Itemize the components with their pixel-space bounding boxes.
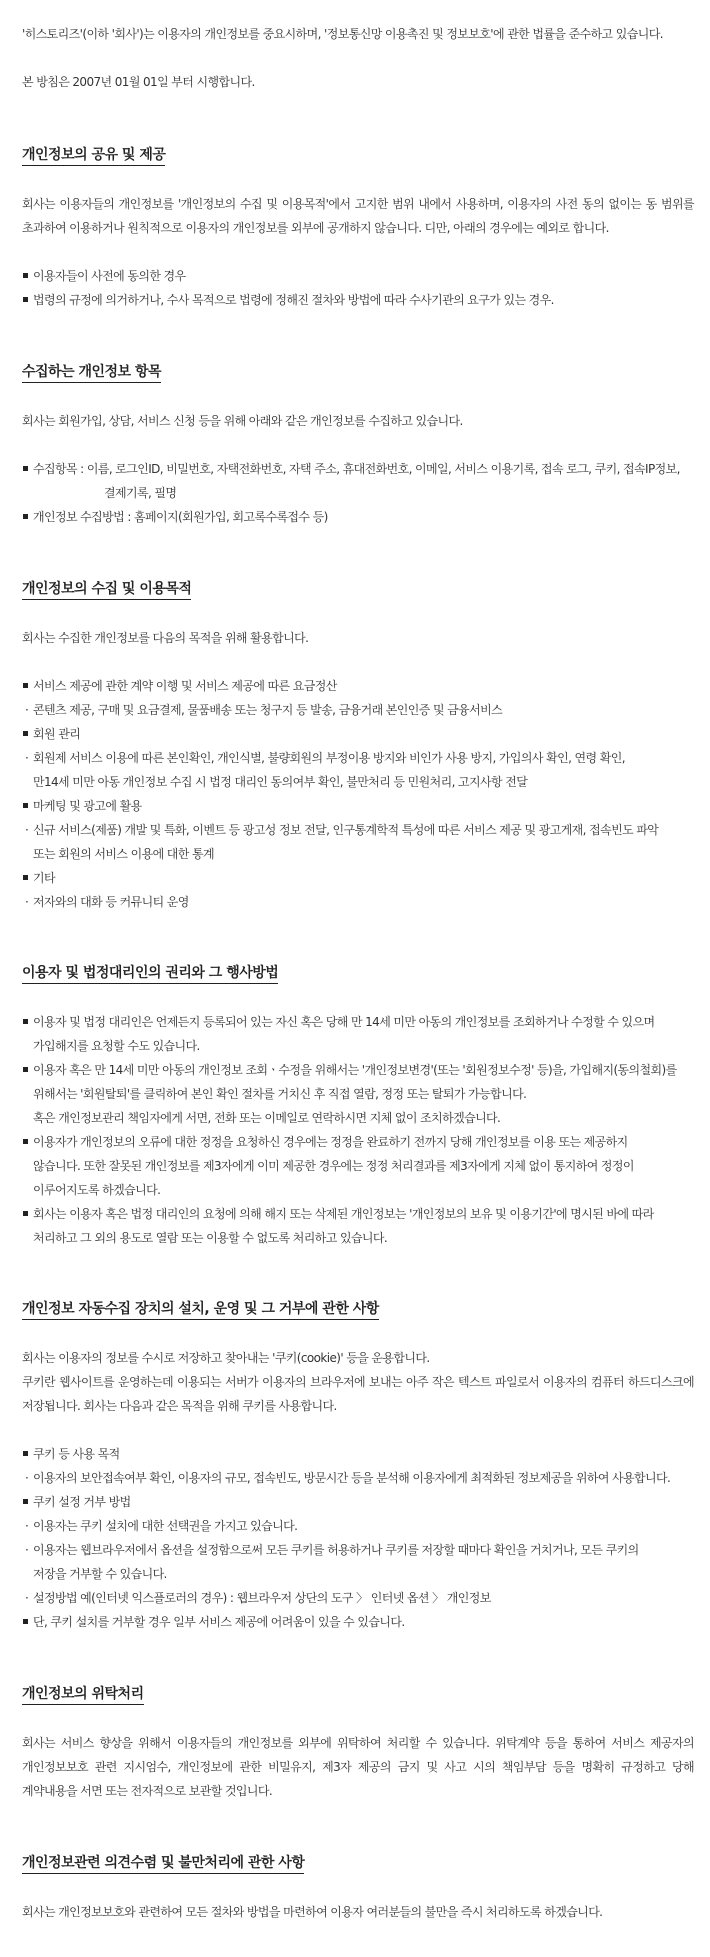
bullet-item: 법령의 규정에 의거하거나, 수사 목적으로 법령에 정해진 절차와 방법에 따라 수사기관의 요구가 있는 경우. — [22, 288, 694, 312]
section-title: 수집하는 개인정보 항목 — [22, 361, 694, 383]
sub-item: · 콘텐츠 제공, 구매 및 요금결제, 물품배송 또는 청구지 등 발송, 금융거래 본인인증 및 금융서비스 — [22, 698, 694, 722]
section-title: 개인정보의 위탁처리 — [22, 1683, 694, 1705]
bullet-item: 회원 관리 — [22, 722, 694, 746]
section-body: 회사는 이용자들의 개인정보를 '개인정보의 수집 및 이용목적'에서 고지한 범위 내에서 사용하며, 이용자의 사전 동의 없이는 동 범위를 초과하여 이용하거나 원칙적으로 이용자의 개인정보를 외부에 공개하지 않습니다. 디만, 아래의 경우에는 예외로 합니다. — [22, 197, 694, 235]
bullet-item: 이용자가 개인정보의 오류에 대한 정정을 요청하신 경우에는 정정을 완료하기 전까지 당해 개인정보를 이용 또는 제공하지 않습니다. 또한 잘못된 개인정보를 제3자에게 이미 제공한 경우에는 정정 처리결과를 제3자에게 지체 없이 통지하여 정정이 이루어지도록 하겠습니다. — [22, 1130, 694, 1202]
section-body: 회사는 회원가입, 상담, 서비스 신청 등을 위해 아래와 같은 개인정보를 수집하고 있습니다. — [22, 414, 463, 428]
section-body: 회사는 서비스 향상을 위해서 이용자들의 개인정보를 외부에 위탁하여 처리할 수 있습니다. 위탁계약 등을 통하여 서비스 제공자의 개인정보보호 관련 지시엄수, 개인정보에 관한 비밀유지, 제3자 제공의 금지 및 사고 시의 책임부담 등을 명확히 규정하고 당해 계약내용을 서면 또는 전자적으로 보관할 것입니다. — [22, 1736, 694, 1798]
section-title: 이용자 및 법정대리인의 권리와 그 행사방법 — [22, 962, 694, 984]
bullet-item: 회사는 이용자 혹은 법정 대리인의 요청에 의해 해지 또는 삭제된 개인정보는 '개인정보의 보유 및 이용기간'에 명시된 바에 따라 처리하고 그 외의 용도로 열람 또는 이용할 수 없도록 처리하고 있습니다. — [22, 1202, 694, 1250]
section-sharing — [22, 144, 694, 312]
bullet-item: 수집항목 : 이름, 로그인ID, 비밀번호, 자택전화번호, 자택 주소, 휴대전화번호, 이메일, 서비스 이용기록, 접속 로그, 쿠키, 접속IP정보, 결제기록, 필명 — [22, 457, 694, 505]
section-user-rights — [22, 962, 694, 1250]
bullet-item: 마케팅 및 광고에 활용 — [22, 794, 694, 818]
section-body: 회사는 개인정보보호와 관련하여 모든 절차와 방법을 마련하여 이용자 여러분들의 불만을 즉시 처리하도록 하겠습니다. — [22, 1905, 603, 1919]
section-complaints — [22, 1852, 694, 1924]
section-title: 개인정보관련 의견수렴 및 불만처리에 관한 사항 — [22, 1852, 694, 1874]
bullet-item: 쿠키 등 사용 목적 — [22, 1442, 694, 1466]
bullet-item: 이용자들이 사전에 동의한 경우 — [22, 264, 694, 288]
section-cookies — [22, 1298, 694, 1634]
section-collected-items — [22, 361, 694, 529]
section-purpose — [22, 578, 694, 914]
bullet-item: 개인정보 수집방법 : 홈페이지(회원가입, 회고록수록접수 등) — [22, 505, 694, 529]
bullet-item: 쿠키 설정 거부 방법 — [22, 1490, 694, 1514]
bullet-item: 서비스 제공에 관한 계약 이행 및 서비스 제공에 따른 요금정산 — [22, 674, 694, 698]
sub-item: · 회원제 서비스 이용에 따른 본인확인, 개인식별, 불량회원의 부정이용 방지와 비인가 사용 방지, 가입의사 확인, 연령 확인, 만14세 미만 아동 개인정보 수집 시 법정 대리인 동의여부 확인, 불만처리 등 민원처리, 고지사항 전달 — [22, 746, 694, 794]
sub-item: · 신규 서비스(제품) 개발 및 특화, 이벤트 등 광고성 정보 전달, 인구통계학적 특성에 따른 서비스 제공 및 광고게재, 접속빈도 파악 또는 회원의 서비스 이용에 대한 통계 — [22, 818, 694, 866]
section-body: 쿠키란 웹사이트를 운영하는데 이용되는 서버가 이용자의 브라우저에 보내는 아주 작은 텍스트 파일로서 이용자의 컴퓨터 하드디스크에 저장됩니다. 회사는 다음과 같은 목적을 위해 쿠키를 사용합니다. — [22, 1375, 694, 1413]
sub-item: · 설정방법 예(인터넷 익스플로러의 경우) : 웹브라우저 상단의 도구 〉 인터넷 옵션 〉 개인정보 — [22, 1586, 694, 1610]
bullet-item: 단, 쿠키 설치를 거부할 경우 일부 서비스 제공에 어려움이 있을 수 있습니다. — [22, 1610, 694, 1634]
section-title: 개인정보 자동수집 장치의 설치, 운영 및 그 거부에 관한 사항 — [22, 1298, 694, 1320]
sub-item: · 이용자는 웹브라우저에서 옵션을 설정함으로써 모든 쿠키를 허용하거나 쿠키를 저장할 때마다 확인을 거치거나, 모든 쿠키의 저장을 거부할 수 있습니다. — [22, 1538, 694, 1586]
sub-item: · 저자와의 대화 등 커뮤니티 운영 — [22, 890, 694, 914]
bullet-item: 이용자 및 법정 대리인은 언제든지 등록되어 있는 자신 혹은 당해 만 14세 미만 아동의 개인정보를 조회하거나 수정할 수 있으며 가입해지를 요청할 수도 있습니다. — [22, 1010, 694, 1058]
intro-paragraph: '히스토리즈'(이하 '회사')는 이용자의 개인정보를 중요시하며, '정보통신망 이용촉진 및 정보보호'에 관한 법률을 준수하고 있습니다. — [22, 27, 663, 41]
effective-date-text: 본 방침은 2007년 01월 01일 부터 시행합니다. — [22, 75, 255, 89]
sub-item: · 이용자는 쿠키 설치에 대한 선택권을 가지고 있습니다. — [22, 1514, 694, 1538]
bullet-item: 이용자 혹은 만 14세 미만 아동의 개인정보 조회ㆍ수정을 위해서는 '개인정보변경'(또는 '회원정보수정' 등)을, 가입해지(동의철회)를 위해서는 '회원탈퇴'를 클릭하여 본인 확인 절차를 거치신 후 직접 열람, 정정 또는 탈퇴가 가능합니다. 혹은 개인정보관리 책임자에게 서면, 전화 또는 이메일로 연락하시면 지체 없이 조치하겠습니다. — [22, 1058, 694, 1130]
section-outsourcing — [22, 1683, 694, 1803]
sub-item: · 이용자의 보안접속여부 확인, 이용자의 규모, 접속빈도, 방문시간 등을 분석해 이용자에게 최적화된 정보제공을 위하여 사용합니다. — [22, 1466, 694, 1490]
intro-section — [22, 22, 694, 94]
section-body: 회사는 이용자의 정보를 수시로 저장하고 찾아내는 '쿠키(cookie)' 등을 운용합니다. — [22, 1351, 430, 1365]
section-title: 개인정보의 수집 및 이용목적 — [22, 578, 694, 600]
section-body: 회사는 수집한 개인정보를 다음의 목적을 위해 활용합니다. — [22, 631, 309, 645]
bullet-item: 기타 — [22, 866, 694, 890]
section-title: 개인정보의 공유 및 제공 — [22, 144, 694, 166]
